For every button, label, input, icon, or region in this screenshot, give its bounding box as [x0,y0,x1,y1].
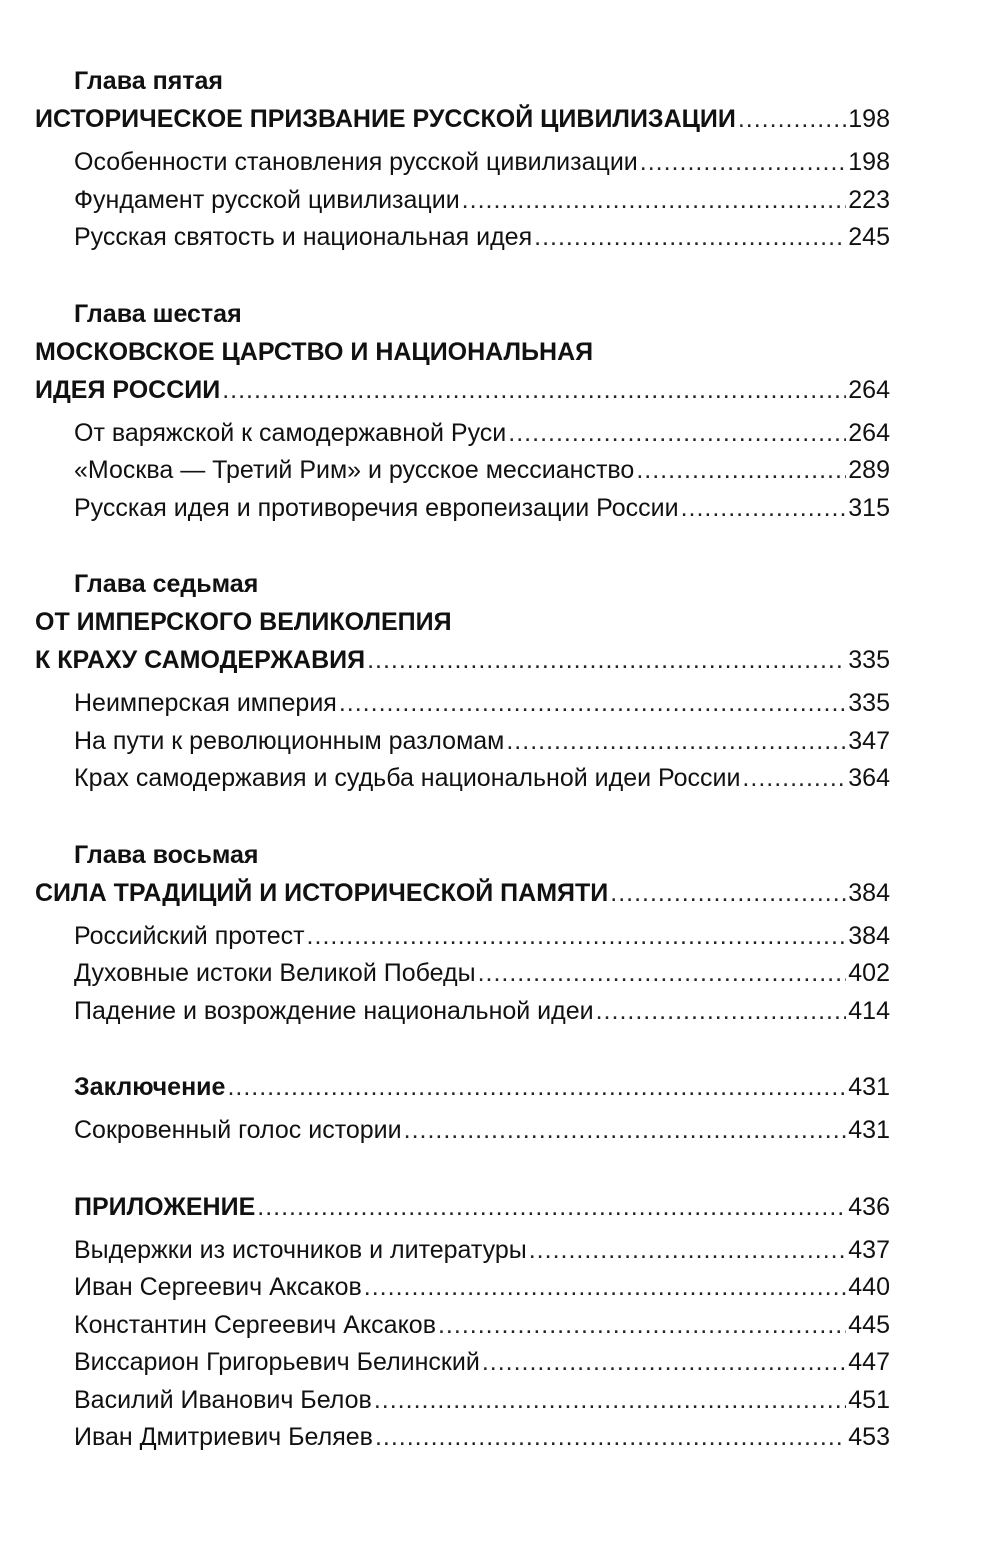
entry-title: Сокровенный голос истории [74,1116,402,1144]
chapter-label: Глава восьмая [74,840,259,869]
dot-leader [529,1232,847,1270]
toc-entry[interactable] [0,955,890,993]
chapter-section [0,62,1000,257]
dot-leader [482,1344,846,1382]
toc-entry[interactable] [0,760,890,798]
toc-entry[interactable] [0,993,890,1031]
toc-entry[interactable] [0,1344,890,1382]
page-number: 198 [848,148,890,176]
entry-title: Духовные истоки Великой Победы [74,959,476,987]
appendix-title-row[interactable] [0,1188,890,1226]
dot-leader [640,144,847,182]
chapter-title-line: ОТ ИМПЕРСКОГО ВЕЛИКОЛЕПИЯ [35,608,452,636]
entry-title: Особенности становления русской цивилизации [74,148,638,176]
chapter-section [0,295,1000,528]
toc-entry[interactable] [0,182,890,220]
entry-title: Крах самодержавия и судьба национальной идеи России [74,764,741,792]
toc-entry[interactable] [0,490,890,528]
dot-leader [364,1269,847,1307]
conclusion-section [0,1068,1000,1150]
conclusion-title-row[interactable] [0,1068,890,1106]
entry-title: Русская идея и противоречия европеизации России [74,493,679,522]
toc-entry[interactable] [0,1419,890,1457]
entry-title: Константин Сергеевич Аксаков [74,1310,436,1339]
appendix-title: ПРИЛОЖЕНИЕ [74,1192,256,1221]
page-number: 347 [848,726,890,755]
entry-title: Василий Иванович Белов [74,1385,372,1414]
dot-leader [742,760,846,798]
page-number: 431 [848,1073,890,1101]
dot-leader [636,452,846,490]
entry-title: Российский протест [74,921,305,950]
entry-title: «Москва — Третий Рим» и русское мессианство [74,456,635,484]
entry-title: Выдержки из источников и литературы [74,1235,527,1264]
entry-title: На пути к революционным разломам [74,726,505,755]
dot-leader [222,371,846,409]
chapter-label: Глава пятая [74,67,224,95]
dot-leader [681,490,847,528]
page-number: 437 [848,1235,890,1264]
entry-title: Русская святость и национальная идея [74,223,533,251]
dot-leader [506,723,846,761]
conclusion-title: Заключение [74,1073,226,1101]
page-number: 198 [848,105,890,133]
dot-leader [227,1068,846,1106]
page-number: 245 [848,223,890,251]
chapter-label: Глава шестая [74,299,242,328]
chapter-title: К КРАХУ САМОДЕРЖАВИЯ [35,646,366,674]
chapter-title-row[interactable] [0,874,890,912]
page-number: 384 [848,878,890,907]
page-number: 289 [848,456,890,484]
dot-leader [438,1307,846,1345]
chapter-title-line: МОСКОВСКОЕ ЦАРСТВО И НАЦИОНАЛЬНАЯ [35,337,594,366]
toc-entry[interactable] [0,918,890,956]
dot-leader [462,182,847,220]
entry-title: Иван Дмитриевич Беляев [74,1423,373,1451]
toc-entry[interactable] [0,723,890,761]
page-number: 431 [848,1116,890,1144]
entry-title: Падение и возрождение национальной идеи [74,996,594,1025]
toc-entry[interactable] [0,1112,890,1150]
page-number: 335 [848,689,890,717]
page-number: 414 [848,996,890,1025]
dot-leader [367,641,846,679]
chapter-section [0,565,1000,798]
chapter-section [0,836,1000,1031]
entry-title: Виссарион Григорьевич Белинский [74,1348,480,1376]
page-number: 335 [848,646,890,674]
page-number: 315 [848,493,890,522]
page-number: 384 [848,921,890,950]
toc-entry[interactable] [0,1269,890,1307]
chapter-title-row[interactable] [0,371,890,409]
page-number: 264 [848,375,890,404]
chapter-title-row[interactable] [0,641,890,679]
page-number: 364 [848,764,890,792]
dot-leader [478,955,847,993]
dot-leader [534,219,846,257]
chapter-title: ИДЕЯ РОССИИ [35,375,221,404]
toc-entry[interactable] [0,452,890,490]
dot-leader [374,1382,846,1420]
dot-leader [610,874,846,912]
chapter-title-row[interactable] [0,100,890,138]
dot-leader [257,1188,846,1226]
entry-title: Иван Сергеевич Аксаков [74,1273,362,1301]
page-number: 447 [848,1348,890,1376]
chapter-title: ИСТОРИЧЕСКОЕ ПРИЗВАНИЕ РУССКОЙ ЦИВИЛИЗАЦИИ [35,105,736,133]
dot-leader [738,100,846,138]
toc-entry[interactable] [0,415,890,453]
toc-entry[interactable] [0,144,890,182]
dot-leader [508,415,846,453]
appendix-section [0,1188,1000,1457]
toc-entry[interactable] [0,1307,890,1345]
entry-title: Неимперская империя [74,689,337,717]
dot-leader [596,993,847,1031]
page-number: 451 [848,1385,890,1414]
toc-entry[interactable] [0,219,890,257]
toc-entry[interactable] [0,1232,890,1270]
toc-entry[interactable] [0,685,890,723]
page-number: 223 [848,185,890,214]
dot-leader [307,918,847,956]
page-number: 440 [848,1273,890,1301]
page-number: 402 [848,959,890,987]
chapter-label: Глава седьмая [74,570,259,598]
page-number: 436 [848,1192,890,1221]
entry-title: Фундамент русской цивилизации [74,185,460,214]
entry-title: От варяжской к самодержавной Руси [74,418,507,447]
dot-leader [339,685,846,723]
toc-entry[interactable] [0,1382,890,1420]
page-number: 445 [848,1310,890,1339]
dot-leader [404,1112,847,1150]
dot-leader [375,1419,846,1457]
page-number: 264 [848,418,890,447]
chapter-title: СИЛА ТРАДИЦИЙ И ИСТОРИЧЕСКОЙ ПАМЯТИ [35,878,609,907]
page-number: 453 [848,1423,890,1451]
